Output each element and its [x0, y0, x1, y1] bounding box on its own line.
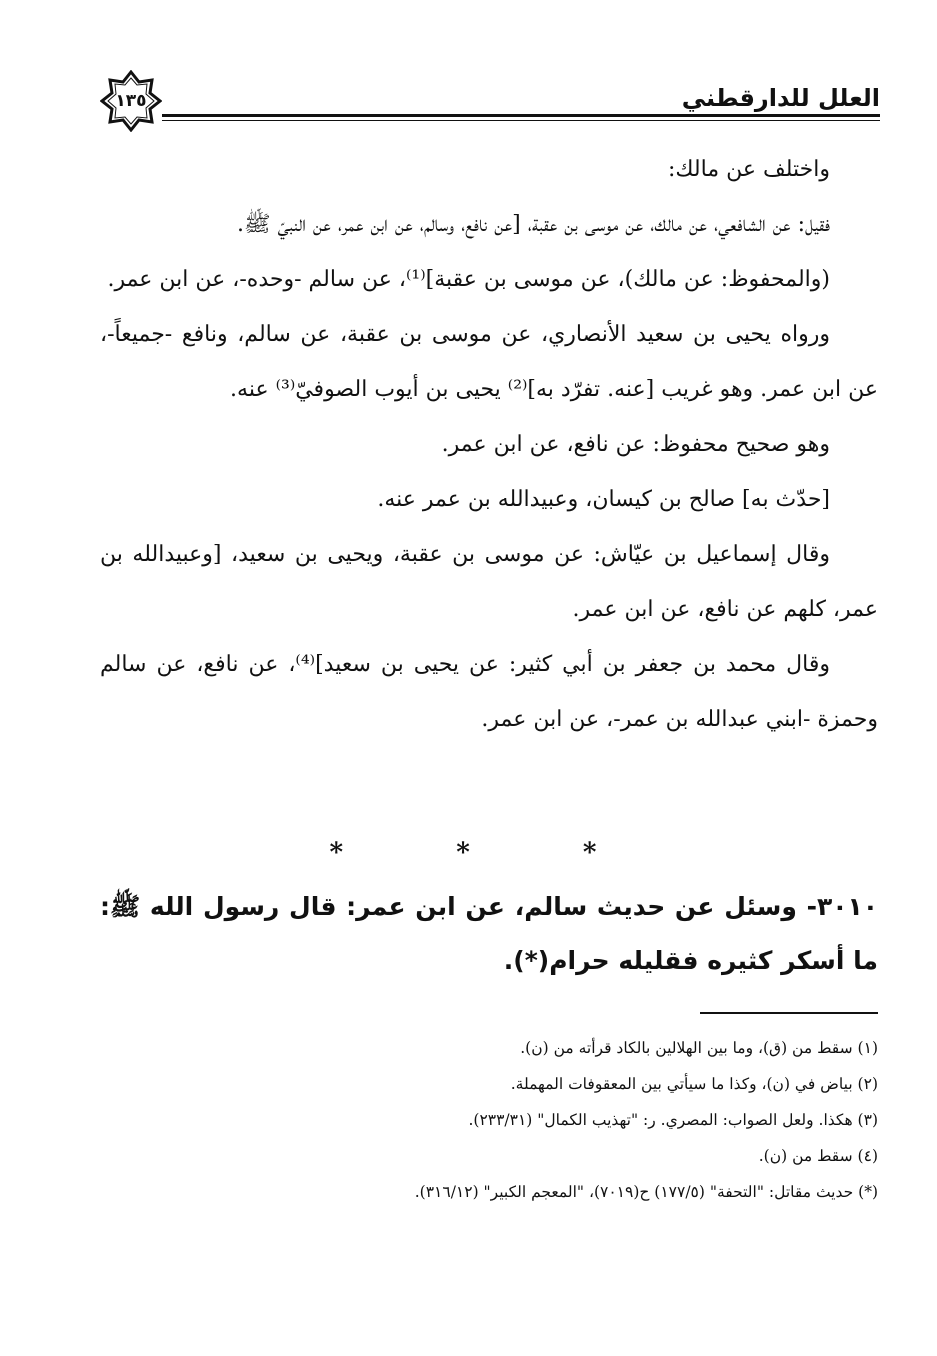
paragraph: وقال محمد بن جعفر بن أبي كثير: عن يحيى بن سعيد]⁽⁴⁾، عن نافع، عن سالم وحمزة -ابني عبدالله بن عمر-، عن ابن عمر. — [100, 652, 878, 732]
paragraph: وهو صحيح محفوظ: عن نافع، عن ابن عمر. — [441, 432, 830, 457]
paragraph: واختلف عن مالك: — [667, 157, 830, 182]
header-rule-thin — [162, 120, 880, 121]
paragraph: [حدّث به] صالح بن كيسان، وعبيدالله بن عمر عنه. — [377, 487, 830, 512]
main-text — [100, 142, 878, 747]
footnotes — [100, 1030, 878, 1210]
header-rule-thick — [162, 114, 880, 117]
footnote: (٢) بياض في (ن)، وكذا ما سيأتي بين المعقوفات المهملة. — [510, 1075, 878, 1093]
footnote: (٣) هكذا. ولعل الصواب: المصري. ر: "تهذيب الكمال" (٢٣٣/٣١). — [468, 1111, 878, 1129]
footnote: (٤) سقط من (ن). — [758, 1147, 878, 1165]
book-title: العلل للدارقطني — [681, 84, 880, 112]
footnote: (*) حديث مقاتل: "التحفة" (١٧٧/٥) ح(٧٠١٩)، "المعجم الكبير" (٣١٦/١٢). — [414, 1183, 878, 1201]
paragraph: ورواه يحيى بن سعيد الأنصاري، عن موسى بن عقبة، عن سالم، ونافع -جميعاً-، عن ابن عمر. وهو غريب [عنه. تفرّد به]⁽²⁾ يحيى بن أيوب الصوفيّ⁽³⁾ عنه. — [100, 322, 878, 402]
paragraph: وقال إسماعيل بن عيّاش: عن موسى بن عقبة، ويحيى بن سعيد، [وعبيدالله بن عمر، كلهم عن نافع، عن ابن عمر. — [100, 542, 878, 622]
page-header — [100, 70, 880, 130]
section-separator: * * * — [329, 838, 649, 868]
footnote: (١) سقط من (ق)، وما بين الهلالين بالكاد قرأته من (ن). — [520, 1039, 878, 1057]
hadith-heading: ٣٠١٠- وسئل عن حديث سالم، عن ابن عمر: قال رسول الله ﷺ: ما أسكر كثيره فقليله حرام(*). — [100, 892, 878, 975]
page-number: ١٣٥ — [115, 91, 147, 111]
paragraph: (والمحفوظ: عن مالك)، عن موسى بن عقبة]⁽¹⁾، عن سالم -وحده-، عن ابن عمر. — [107, 267, 830, 292]
paragraph: فقيل: عن الشافعي، عن مالك، عن موسى بن عقبة، [عن نافع، وسالم، عن ابن عمر، عن النبيّ ﷺ. — [237, 212, 830, 237]
page-number-badge — [100, 70, 162, 132]
footnote-divider — [700, 1012, 878, 1014]
